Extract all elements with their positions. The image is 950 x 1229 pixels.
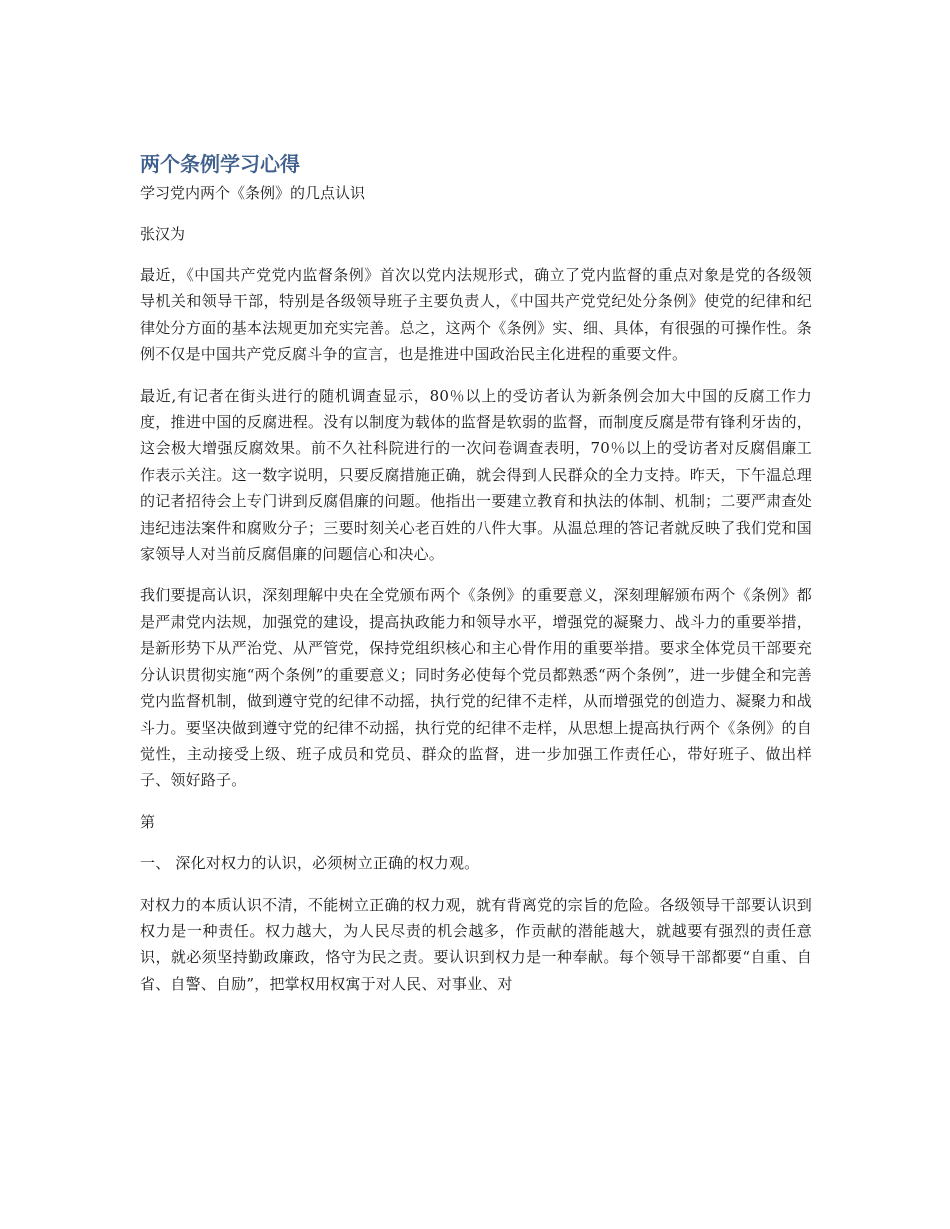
section-heading: 一、 深化对权力的认识，必须树立正确的权力观。 xyxy=(140,854,480,873)
document-title: 两个条例学习心得 xyxy=(140,152,300,176)
body-paragraph: 我们要提高认识，深刻理解中央在全党颁布两个《条例》的重要意义，深刻理解颁布两个《条例》都是严肃党内法规，加强党的建设，提高执政能力和领导水平，增强党的凝聚力、战斗力的重要举措，是新形势下从严治党、从严管党，保持党组织核心和主心骨作用的重要举措。要求全体党员干部要充分认识贯彻实施“两个条例”的重要意义；同时务必使每个党员都熟悉“两个条例”，进一步健全和完善党内监督机制，做到遵守党的纪律不动摇，执行党的纪律不走样，从而增强党的创造力、凝聚力和战斗力。要坚决做到遵守党的纪律不动摇，执行党的纪律不走样，从思想上提高执行两个《条例》的自觉性，主动接受上级、班子成员和党员、群众的监督，进一步加强工作责任心，带好班子、做出样子、领好路子。 xyxy=(140,586,812,790)
body-paragraph: 最近,有记者在街头进行的随机调查显示，80％以上的受访者认为新条例会加大中国的反腐工作力度，推进中国的反腐进程。没有以制度为载体的监督是软弱的监督，而制度反腐是带有锋利牙齿的，这会极大增强反腐效果。前不久社科院进行的一次问卷调查表明，70％以上的受访者对反腐倡廉工作表示关注。这一数字说明，只要反腐措施正确，就会得到人民群众的全力支持。昨天，下午温总理的记者招待会上专门讲到反腐倡廉的问题。他指出一要建立教育和执法的体制、机制；二要严肃查处违纪违法案件和腐败分子；三要时刻关心老百姓的八件大事。从温总理的答记者就反映了我们党和国家领导人对当前反腐倡廉的问题信心和决心。 xyxy=(140,386,812,564)
document-page xyxy=(140,148,812,997)
document-subtitle: 学习党内两个《条例》的几点认识 xyxy=(140,184,366,202)
body-paragraph: 最近，《中国共产党党内监督条例》首次以党内法规形式，确立了党内监督的重点对象是党的各级领导机关和领导干部，特别是各级领导班子主要负责人，《中国共产党党纪处分条例》使党的纪律和纪律处分方面的基本法规更加充实完善。总之，这两个《条例》实、细、具体，有很强的可操作性。条例不仅是中国共产党反腐斗争的宣言，也是推进中国政治民主化进程的重要文件。 xyxy=(140,266,812,364)
body-paragraph: 对权力的本质认识不清，不能树立正确的权力观，就有背离党的宗旨的危险。各级领导干部要认识到权力是一种责任。权力越大，为人民尽责的机会越多，作贡献的潜能越大，就越要有强烈的责任意识，就必须坚持勤政廉政，恪守为民之责。要认识到权力是一种奉献。每个领导干部都要“自重、自省、自警、自励”，把掌权用权寓于对人民、对事业、对 xyxy=(140,895,812,993)
section-marker: 第 xyxy=(140,812,156,831)
author-name: 张汉为 xyxy=(140,225,186,243)
